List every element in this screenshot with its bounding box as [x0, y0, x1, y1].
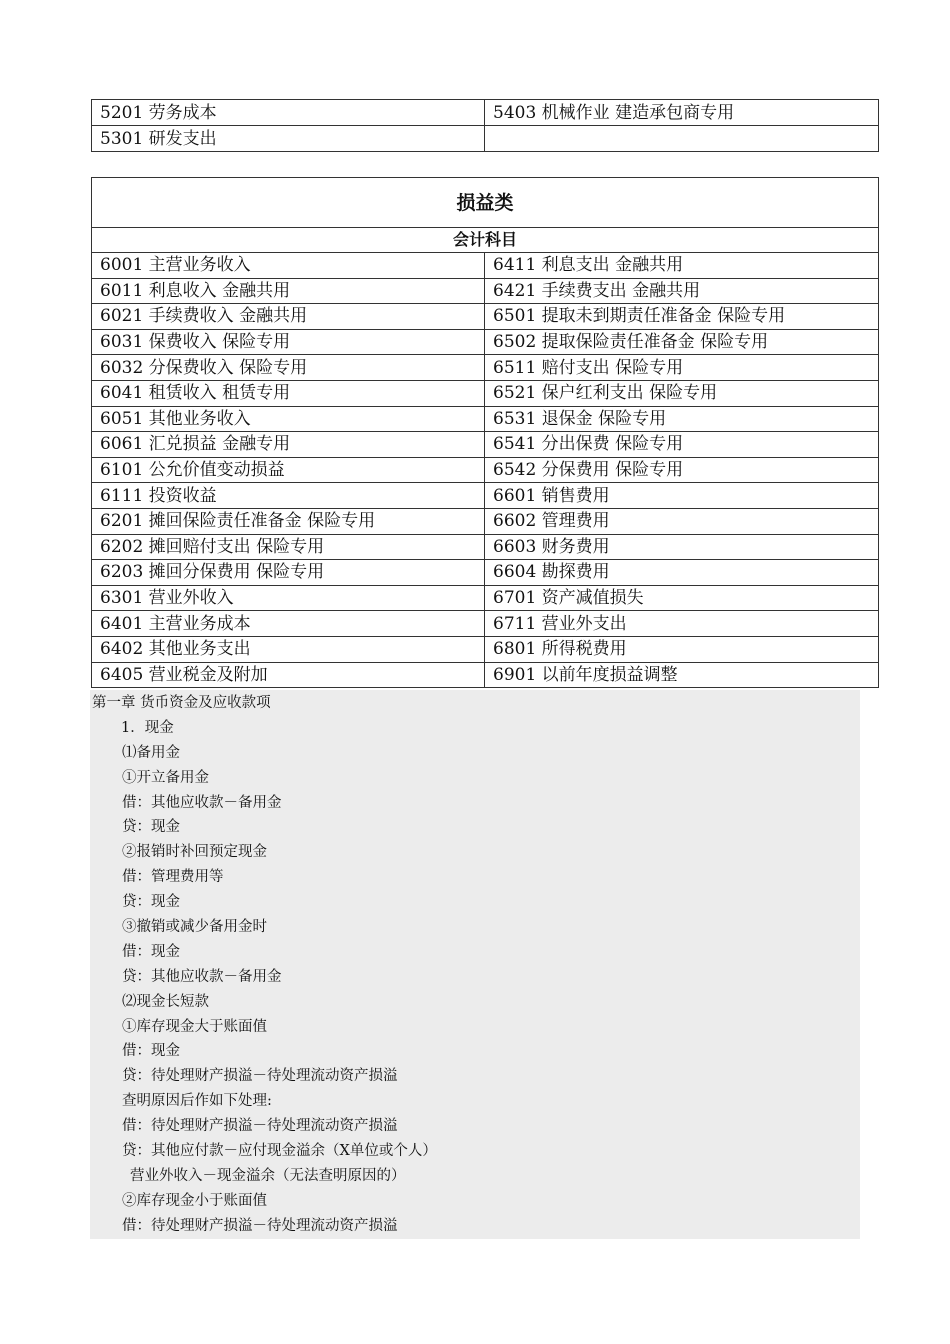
account-cell: 6402 其他业务支出 — [92, 636, 485, 662]
note-line: ②库存现金小于账面值 — [122, 1192, 267, 1209]
pl-table-subtitle: 会计科目 — [92, 228, 879, 253]
account-cell: 6521 保户红利支出 保险专用 — [485, 380, 879, 406]
account-cell: 6511 赔付支出 保险专用 — [485, 355, 879, 381]
note-line: 贷：其他应付款－应付现金溢余（X单位或个人） — [122, 1143, 437, 1160]
note-line: 1．现金 — [121, 719, 174, 736]
note-line: 贷：待处理财产损溢－待处理流动资产损溢 — [122, 1068, 398, 1085]
table-row — [92, 457, 879, 483]
table-row — [92, 432, 879, 458]
table-row — [92, 483, 879, 509]
account-cell: 6202 摊回赔付支出 保险专用 — [92, 534, 485, 560]
account-cell: 6051 其他业务收入 — [92, 406, 485, 432]
top-accounts-table — [91, 99, 879, 152]
table-row — [92, 278, 879, 304]
table-row — [92, 585, 879, 611]
account-cell: 6001 主营业务收入 — [92, 253, 485, 279]
note-line: ②报销时补回预定现金 — [122, 844, 267, 861]
account-cell: 6604 勘探费用 — [485, 560, 879, 586]
note-line: ①库存现金大于账面值 — [122, 1018, 267, 1035]
account-cell: 6701 资产减值损失 — [485, 585, 879, 611]
note-line: 借：现金 — [122, 1043, 180, 1060]
account-cell: 6601 销售费用 — [485, 483, 879, 509]
profit-loss-accounts-table — [91, 177, 879, 688]
note-line: 借：待处理财产损溢－待处理流动资产损溢 — [122, 1217, 398, 1234]
note-line: 借：待处理财产损溢－待处理流动资产损溢 — [122, 1118, 398, 1135]
account-cell: 6032 分保费收入 保险专用 — [92, 355, 485, 381]
table-row — [92, 560, 879, 586]
table-row — [92, 662, 879, 688]
top-table-body — [92, 100, 879, 152]
pl-table-title: 损益类 — [92, 178, 879, 228]
note-line: 借：其他应收款－备用金 — [122, 794, 282, 811]
account-cell: 6501 提取未到期责任准备金 保险专用 — [485, 304, 879, 330]
account-cell: 6901 以前年度损益调整 — [485, 662, 879, 688]
account-cell: 6541 分出保费 保险专用 — [485, 432, 879, 458]
account-cell — [485, 126, 879, 152]
note-line: 查明原因后作如下处理: — [122, 1093, 272, 1110]
account-cell: 6203 摊回分保费用 保险专用 — [92, 560, 485, 586]
table-row — [92, 380, 879, 406]
table-row — [92, 100, 879, 126]
account-cell: 6531 退保金 保险专用 — [485, 406, 879, 432]
table-row — [92, 636, 879, 662]
note-line: 营业外收入－现金溢余（无法查明原因的） — [130, 1167, 406, 1184]
note-line: 贷：其他应收款－备用金 — [122, 968, 282, 985]
account-cell: 6101 公允价值变动损益 — [92, 457, 485, 483]
account-cell: 5201 劳务成本 — [92, 100, 485, 126]
pl-title-row — [92, 178, 879, 228]
account-cell: 6011 利息收入 金融共用 — [92, 278, 485, 304]
table-row — [92, 126, 879, 152]
account-cell: 6711 营业外支出 — [485, 611, 879, 637]
accounting-notes-section — [90, 690, 860, 1239]
table-row — [92, 355, 879, 381]
account-cell: 6542 分保费用 保险专用 — [485, 457, 879, 483]
account-cell: 5301 研发支出 — [92, 126, 485, 152]
note-line: 贷：现金 — [122, 819, 180, 836]
note-line: ③撤销或减少备用金时 — [122, 919, 267, 936]
note-line: ⑴备用金 — [122, 744, 180, 761]
chapter-heading: 第一章 货币资金及应收款项 — [92, 695, 271, 711]
account-cell: 6602 管理费用 — [485, 508, 879, 534]
note-line: ⑵现金长短款 — [122, 993, 209, 1010]
note-line: ①开立备用金 — [122, 769, 209, 786]
account-cell: 6405 营业税金及附加 — [92, 662, 485, 688]
table-row — [92, 304, 879, 330]
table-row — [92, 329, 879, 355]
table-row — [92, 508, 879, 534]
account-cell: 6041 租赁收入 租赁专用 — [92, 380, 485, 406]
account-cell: 6031 保费收入 保险专用 — [92, 329, 485, 355]
pl-subtitle-row — [92, 228, 879, 253]
table-row — [92, 534, 879, 560]
table-row — [92, 611, 879, 637]
table-row — [92, 253, 879, 279]
account-cell: 6201 摊回保险责任准备金 保险专用 — [92, 508, 485, 534]
account-cell: 6801 所得税费用 — [485, 636, 879, 662]
account-cell: 6111 投资收益 — [92, 483, 485, 509]
table-row — [92, 406, 879, 432]
note-line: 借：管理费用等 — [122, 869, 224, 886]
account-cell: 6603 财务费用 — [485, 534, 879, 560]
pl-table-body — [92, 178, 879, 688]
account-cell: 6421 手续费支出 金融共用 — [485, 278, 879, 304]
account-cell: 6502 提取保险责任准备金 保险专用 — [485, 329, 879, 355]
account-cell: 6401 主营业务成本 — [92, 611, 485, 637]
note-line: 贷：现金 — [122, 894, 180, 911]
account-cell: 6411 利息支出 金融共用 — [485, 253, 879, 279]
account-cell: 6301 营业外收入 — [92, 585, 485, 611]
account-cell: 5403 机械作业 建造承包商专用 — [485, 100, 879, 126]
account-cell: 6061 汇兑损益 金融专用 — [92, 432, 485, 458]
account-cell: 6021 手续费收入 金融共用 — [92, 304, 485, 330]
note-line: 借：现金 — [122, 943, 180, 960]
